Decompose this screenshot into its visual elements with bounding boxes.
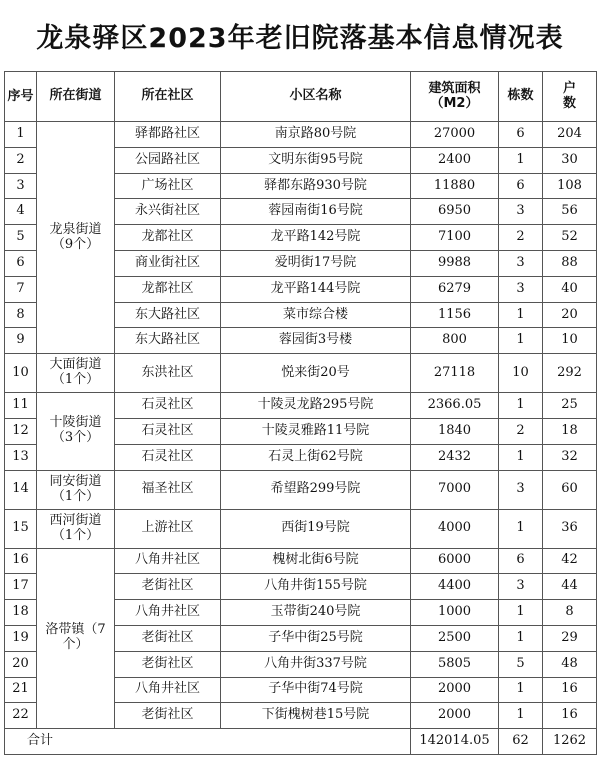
buildings-cell: 6 [499, 548, 543, 574]
compound-name-cell: 八角井街155号院 [221, 574, 411, 600]
households-cell: 30 [543, 147, 597, 173]
households-cell: 20 [543, 302, 597, 328]
row-number-cell: 8 [5, 302, 37, 328]
buildings-cell: 5 [499, 651, 543, 677]
community-cell: 石灵社区 [115, 418, 221, 444]
row-number-cell: 11 [5, 393, 37, 419]
households-cell: 52 [543, 225, 597, 251]
compound-name-cell: 子华中街74号院 [221, 677, 411, 703]
street-cell: 同安街道（1个） [37, 470, 115, 509]
community-cell: 福圣社区 [115, 470, 221, 509]
community-cell: 东大路社区 [115, 328, 221, 354]
households-cell: 56 [543, 199, 597, 225]
area-cell: 1840 [411, 418, 499, 444]
compound-name-cell: 爱明街17号院 [221, 250, 411, 276]
area-cell: 7000 [411, 470, 499, 509]
compound-name-cell: 龙平路144号院 [221, 276, 411, 302]
community-cell: 永兴街社区 [115, 199, 221, 225]
compound-name-cell: 十陵灵雅路11号院 [221, 418, 411, 444]
community-cell: 驿都路社区 [115, 122, 221, 148]
compound-name-cell: 希望路299号院 [221, 470, 411, 509]
community-cell: 八角井社区 [115, 548, 221, 574]
households-cell: 18 [543, 418, 597, 444]
row-number-cell: 3 [5, 173, 37, 199]
compound-name-cell: 蓉园南街16号院 [221, 199, 411, 225]
area-cell: 2000 [411, 677, 499, 703]
row-number-cell: 21 [5, 677, 37, 703]
street-cell: 龙泉街道（9个） [37, 122, 115, 354]
households-cell: 204 [543, 122, 597, 148]
area-cell: 6279 [411, 276, 499, 302]
table-header-row [5, 72, 597, 122]
row-number-cell: 5 [5, 225, 37, 251]
area-cell: 6000 [411, 548, 499, 574]
area-cell: 4400 [411, 574, 499, 600]
buildings-cell: 10 [499, 354, 543, 393]
page-title: 龙泉驿区2023年老旧院落基本信息情况表 [36, 22, 564, 54]
community-cell: 东大路社区 [115, 302, 221, 328]
households-cell: 10 [543, 328, 597, 354]
total-label: 合计 [5, 729, 411, 755]
table-row [5, 509, 597, 548]
compound-name-cell: 文明东街95号院 [221, 147, 411, 173]
buildings-cell: 1 [499, 625, 543, 651]
community-cell: 老街社区 [115, 625, 221, 651]
buildings-cell: 3 [499, 250, 543, 276]
row-number-cell: 16 [5, 548, 37, 574]
compound-name-cell: 悦来街20号 [221, 354, 411, 393]
table-row [5, 393, 597, 419]
row-number-cell: 13 [5, 444, 37, 470]
area-cell: 27118 [411, 354, 499, 393]
households-cell: 42 [543, 548, 597, 574]
buildings-cell: 1 [499, 328, 543, 354]
area-cell: 1000 [411, 600, 499, 626]
community-cell: 商业街社区 [115, 250, 221, 276]
row-number-cell: 18 [5, 600, 37, 626]
area-cell: 2400 [411, 147, 499, 173]
info-table [4, 71, 597, 755]
header-community: 所在社区 [115, 72, 221, 122]
buildings-cell: 3 [499, 199, 543, 225]
buildings-cell: 1 [499, 393, 543, 419]
community-cell: 老街社区 [115, 651, 221, 677]
total-row [5, 729, 597, 755]
area-cell: 27000 [411, 122, 499, 148]
buildings-cell: 2 [499, 225, 543, 251]
households-cell: 48 [543, 651, 597, 677]
community-cell: 石灵社区 [115, 444, 221, 470]
row-number-cell: 19 [5, 625, 37, 651]
households-cell: 29 [543, 625, 597, 651]
households-cell: 60 [543, 470, 597, 509]
community-cell: 龙都社区 [115, 276, 221, 302]
buildings-cell: 1 [499, 509, 543, 548]
header-households-line1: 户 [562, 80, 576, 96]
area-cell: 11880 [411, 173, 499, 199]
header-no: 序号 [5, 72, 37, 122]
area-cell: 2500 [411, 625, 499, 651]
buildings-cell: 2 [499, 418, 543, 444]
row-number-cell: 2 [5, 147, 37, 173]
compound-name-cell: 菜市综合楼 [221, 302, 411, 328]
community-cell: 八角井社区 [115, 600, 221, 626]
community-cell: 公园路社区 [115, 147, 221, 173]
row-number-cell: 9 [5, 328, 37, 354]
households-cell: 32 [543, 444, 597, 470]
table-row [5, 354, 597, 393]
compound-name-cell: 槐树北街6号院 [221, 548, 411, 574]
households-cell: 88 [543, 250, 597, 276]
buildings-cell: 6 [499, 173, 543, 199]
buildings-cell: 1 [499, 677, 543, 703]
community-cell: 八角井社区 [115, 677, 221, 703]
header-name: 小区名称 [221, 72, 411, 122]
households-cell: 16 [543, 703, 597, 729]
compound-name-cell: 南京路80号院 [221, 122, 411, 148]
buildings-cell: 1 [499, 147, 543, 173]
header-area-line2: （M2） [430, 95, 479, 111]
area-cell: 9988 [411, 250, 499, 276]
buildings-cell: 3 [499, 470, 543, 509]
compound-name-cell: 石灵上街62号院 [221, 444, 411, 470]
total-area: 142014.05 [411, 729, 499, 755]
compound-name-cell: 玉带街240号院 [221, 600, 411, 626]
total-buildings: 62 [499, 729, 543, 755]
compound-name-cell: 十陵灵龙路295号院 [221, 393, 411, 419]
street-cell: 洛带镇（7个） [37, 548, 115, 729]
compound-name-cell: 西街19号院 [221, 509, 411, 548]
compound-name-cell: 下街槐树巷15号院 [221, 703, 411, 729]
header-street: 所在街道 [37, 72, 115, 122]
area-cell: 7100 [411, 225, 499, 251]
community-cell: 东洪社区 [115, 354, 221, 393]
buildings-cell: 1 [499, 703, 543, 729]
total-households: 1262 [543, 729, 597, 755]
header-area [411, 72, 499, 122]
row-number-cell: 1 [5, 122, 37, 148]
buildings-cell: 1 [499, 600, 543, 626]
table-row [5, 470, 597, 509]
compound-name-cell: 八角井街337号院 [221, 651, 411, 677]
community-cell: 石灵社区 [115, 393, 221, 419]
row-number-cell: 17 [5, 574, 37, 600]
community-cell: 老街社区 [115, 574, 221, 600]
community-cell: 龙都社区 [115, 225, 221, 251]
row-number-cell: 10 [5, 354, 37, 393]
community-cell: 老街社区 [115, 703, 221, 729]
row-number-cell: 12 [5, 418, 37, 444]
households-cell: 292 [543, 354, 597, 393]
compound-name-cell: 子华中街25号院 [221, 625, 411, 651]
area-cell: 2366.05 [411, 393, 499, 419]
households-cell: 16 [543, 677, 597, 703]
buildings-cell: 1 [499, 302, 543, 328]
area-cell: 6950 [411, 199, 499, 225]
area-cell: 4000 [411, 509, 499, 548]
row-number-cell: 6 [5, 250, 37, 276]
header-buildings: 栋数 [499, 72, 543, 122]
row-number-cell: 20 [5, 651, 37, 677]
header-households [543, 72, 597, 122]
compound-name-cell: 蓉园街3号楼 [221, 328, 411, 354]
street-cell: 大面街道（1个） [37, 354, 115, 393]
households-cell: 40 [543, 276, 597, 302]
table-row [5, 122, 597, 148]
row-number-cell: 7 [5, 276, 37, 302]
row-number-cell: 15 [5, 509, 37, 548]
street-cell: 十陵街道（3个） [37, 393, 115, 470]
buildings-cell: 3 [499, 574, 543, 600]
area-cell: 2000 [411, 703, 499, 729]
community-cell: 上游社区 [115, 509, 221, 548]
area-cell: 5805 [411, 651, 499, 677]
buildings-cell: 3 [499, 276, 543, 302]
street-cell: 西河街道（1个） [37, 509, 115, 548]
buildings-cell: 6 [499, 122, 543, 148]
compound-name-cell: 龙平路142号院 [221, 225, 411, 251]
households-cell: 108 [543, 173, 597, 199]
households-cell: 44 [543, 574, 597, 600]
households-cell: 36 [543, 509, 597, 548]
row-number-cell: 4 [5, 199, 37, 225]
households-cell: 25 [543, 393, 597, 419]
table-row [5, 548, 597, 574]
row-number-cell: 14 [5, 470, 37, 509]
header-households-line2: 数 [562, 95, 576, 111]
row-number-cell: 22 [5, 703, 37, 729]
area-cell: 1156 [411, 302, 499, 328]
community-cell: 广场社区 [115, 173, 221, 199]
households-cell: 8 [543, 600, 597, 626]
area-cell: 2432 [411, 444, 499, 470]
compound-name-cell: 驿都东路930号院 [221, 173, 411, 199]
area-cell: 800 [411, 328, 499, 354]
header-area-line1: 建筑面积 [428, 80, 481, 96]
buildings-cell: 1 [499, 444, 543, 470]
